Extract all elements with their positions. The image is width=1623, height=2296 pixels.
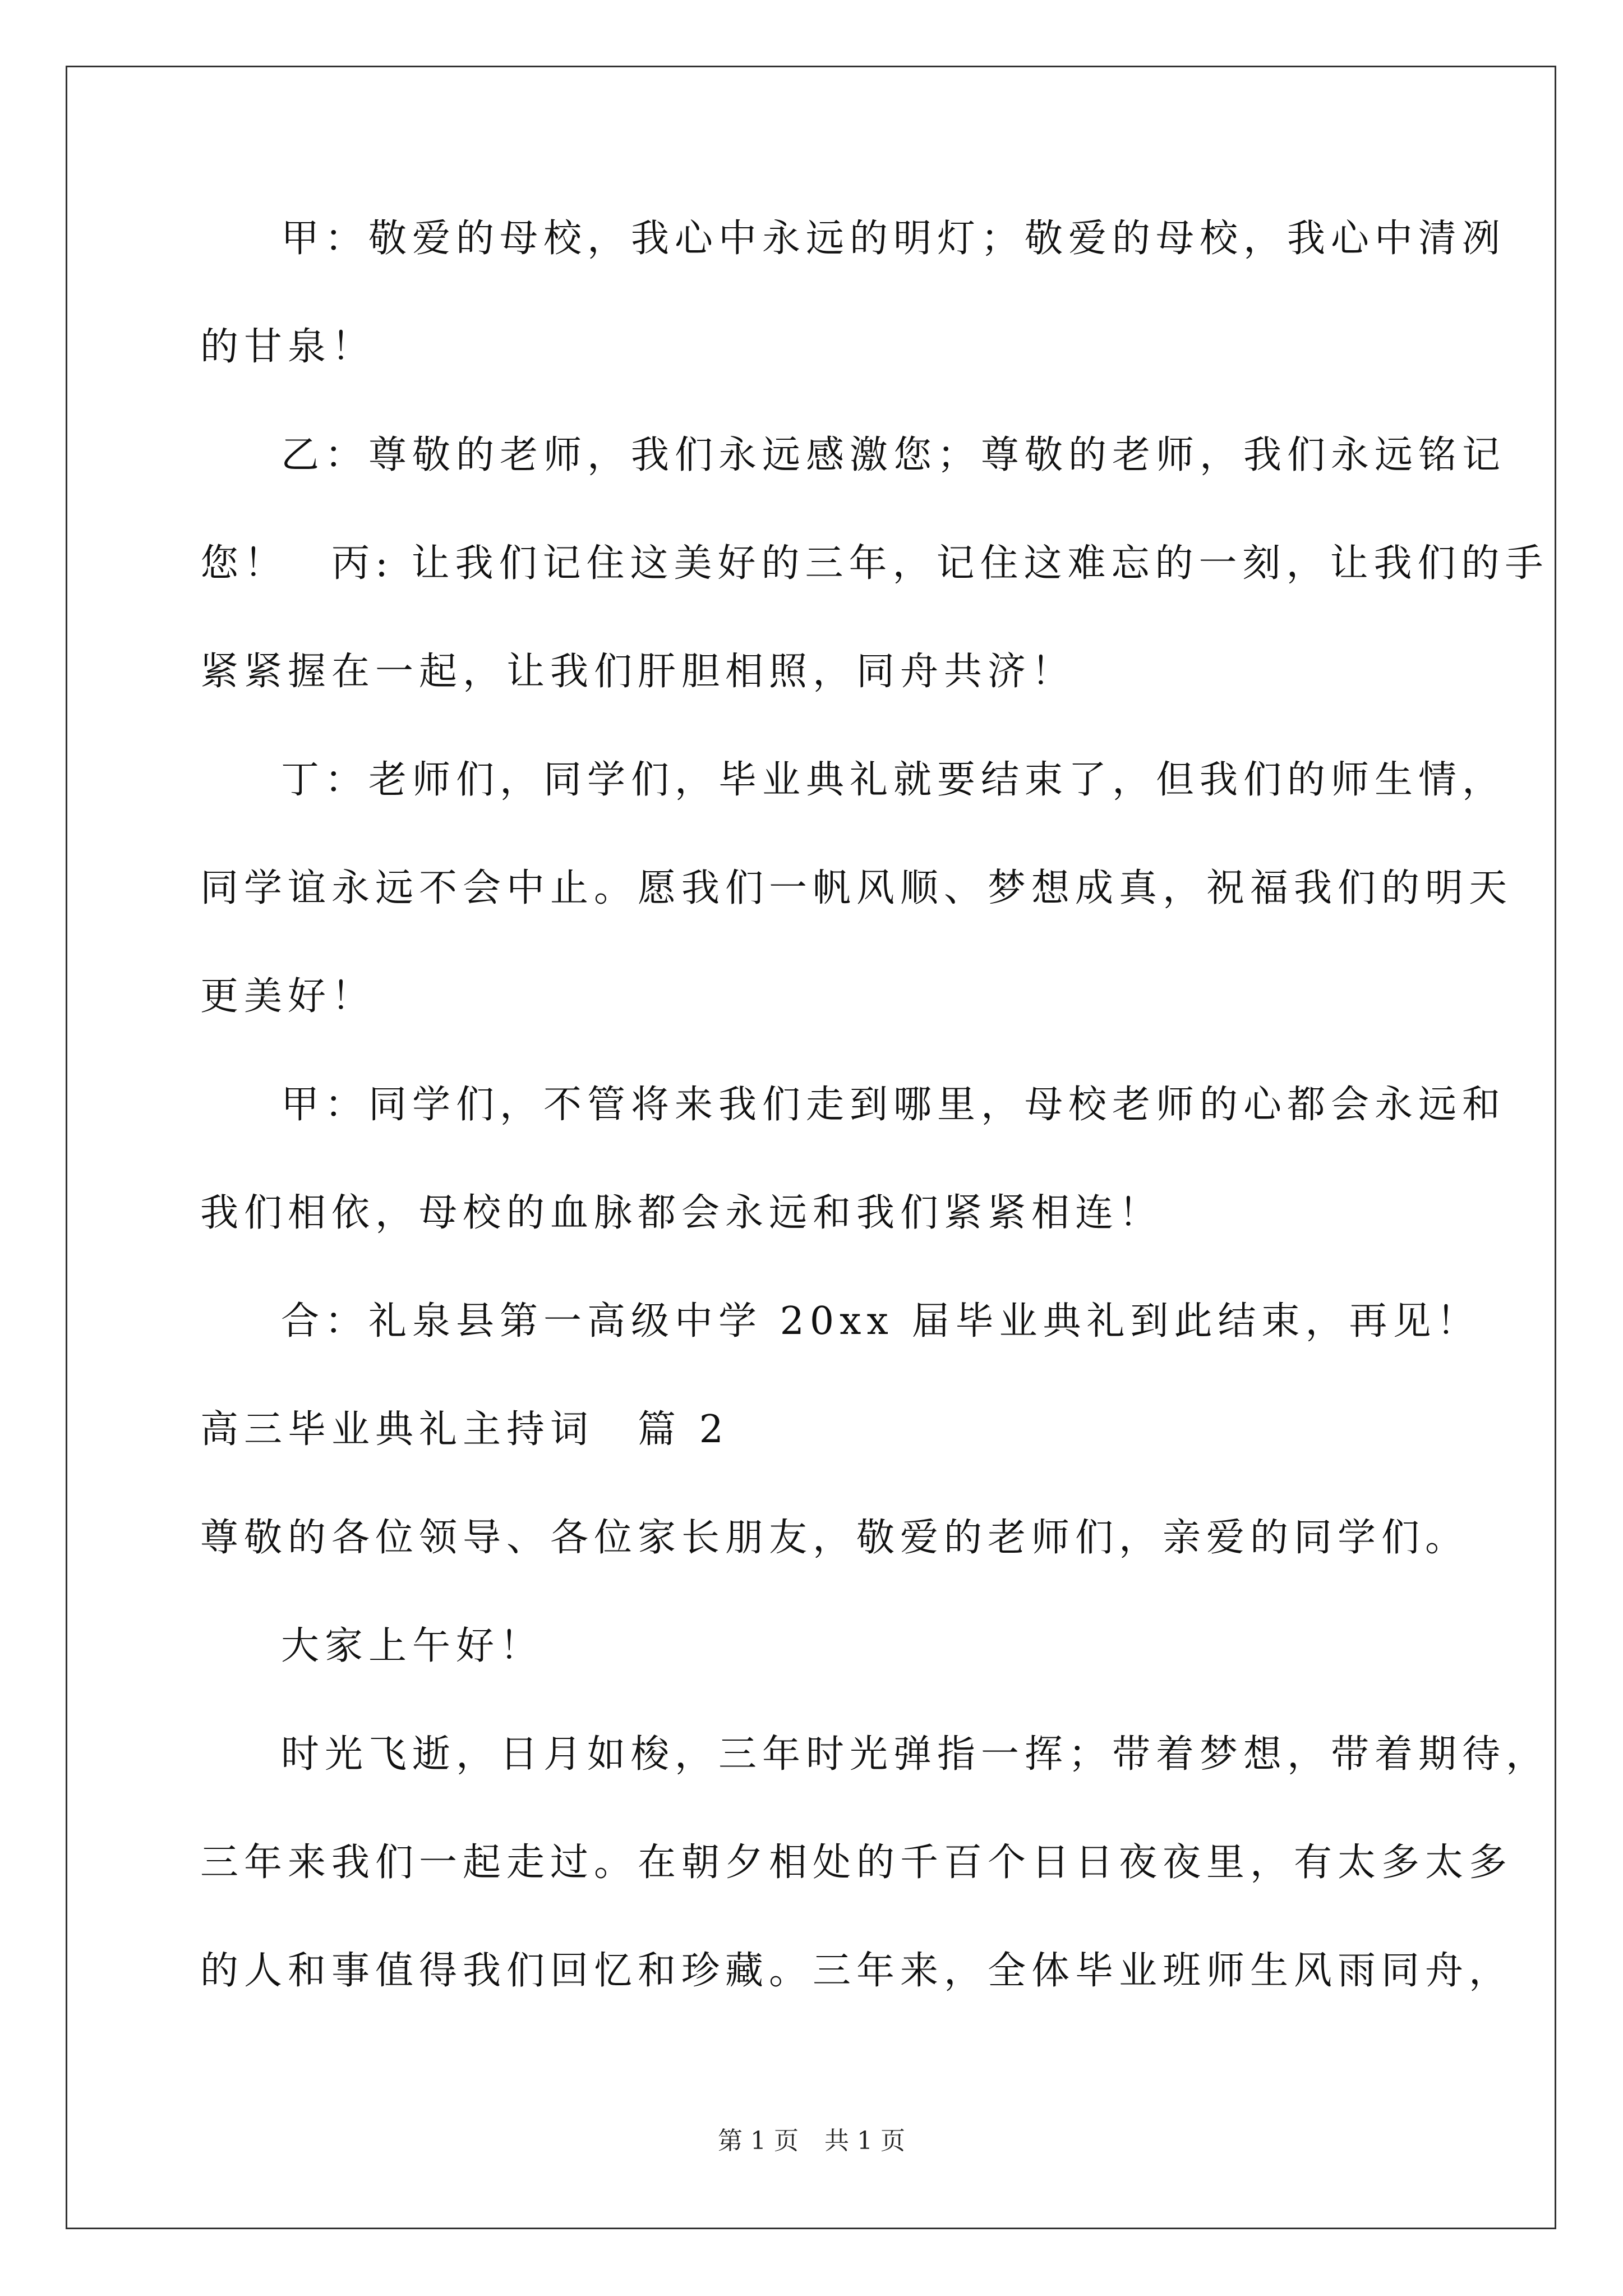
text-line: 时光飞逝，日月如梭，三年时光弹指一挥；带着梦想，带着期待， xyxy=(281,1732,1550,1777)
text-line: 的人和事值得我们回忆和珍藏。三年来，全体毕业班师生风雨同舟， xyxy=(200,1949,1513,1993)
page-total: 共 1 页 xyxy=(824,2127,905,2155)
text-line: 甲：同学们，不管将来我们走到哪里，母校老师的心都会永远和 xyxy=(281,1083,1506,1127)
text-line: 大家上午好！ xyxy=(281,1624,544,1668)
text-line: 更美好！ xyxy=(200,974,376,1019)
text-line: 同学谊永远不会中止。愿我们一帆风顺、梦想成真，祝福我们的明天 xyxy=(200,866,1513,910)
document-body xyxy=(200,217,1550,2059)
text-line: 三年来我们一起走过。在朝夕相处的千百个日日夜夜里，有太多太多 xyxy=(200,1841,1513,1885)
text-line: 丁：老师们，同学们，毕业典礼就要结束了，但我们的师生情， xyxy=(281,758,1506,802)
page-footer xyxy=(0,2127,1623,2155)
text-line: 紧紧握在一起，让我们肝胆相照，同舟共济！ xyxy=(200,650,1076,694)
section-heading: 高三毕业典礼主持词 篇 2 xyxy=(200,1407,729,1452)
text-line: 尊敬的各位领导、各位家长朋友，敬爱的老师们，亲爱的同学们。 xyxy=(200,1516,1469,1560)
text-line: 乙：尊敬的老师，我们永远感激您；尊敬的老师，我们永远铭记 xyxy=(281,433,1506,477)
text-line: 甲：敬爱的母校，我心中永远的明灯；敬爱的母校，我心中清冽 xyxy=(281,217,1506,261)
page-number: 第 1 页 xyxy=(718,2127,799,2155)
text-line: 您！ 丙: 让我们记住这美好的三年，记住这难忘的一刻，让我们的手 xyxy=(200,541,1549,586)
text-line: 我们相依，母校的血脉都会永远和我们紧紧相连！ xyxy=(200,1191,1163,1235)
text-line: 的甘泉！ xyxy=(200,325,376,369)
text-line: 合：礼泉县第一高级中学 20xx 届毕业典礼到此结束，再见！ xyxy=(281,1299,1481,1343)
